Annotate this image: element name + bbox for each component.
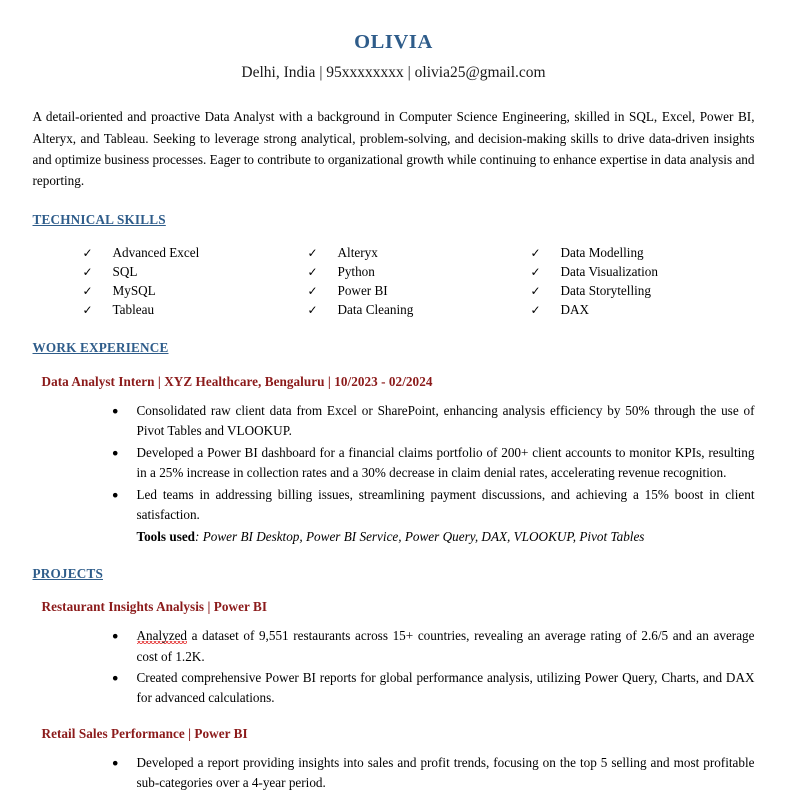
skill-item <box>83 244 308 262</box>
project-bullets-0 <box>33 626 755 709</box>
skill-label: MySQL <box>112 282 156 298</box>
skill-label: Data Visualization <box>560 263 658 279</box>
skill-item <box>83 301 308 319</box>
job-bullet: • Consolidated raw client data from Excel or SharePoint, enhancing analysis efficiency by 50% through the use of Pivot Tables and VLOOKUP. <box>105 401 755 442</box>
professional-summary: A detail-oriented and proactive Data Analyst with a background in Computer Science Engineering, skilled in SQL, Excel, Power BI, Alteryx, and Tableau. Seeking to leverage strong analytical, problem-solving, and decision-making skills to drive data-driven insights and optimize business processes. Eager to contribute to organizational growth while continuing to enhance expertise in data analysis and reporting. <box>32 109 755 189</box>
check-icon: ✓ <box>530 302 541 317</box>
resume-page <box>0 31 787 791</box>
project-bullets-1 <box>33 753 755 794</box>
section-heading-work-experience: WORK EXPERIENCE <box>32 339 169 355</box>
check-icon: ✓ <box>307 283 318 298</box>
job-bullets-0 <box>33 401 755 547</box>
resume-body <box>24 106 764 794</box>
skill-label: Data Modelling <box>560 244 644 260</box>
check-icon: ✓ <box>82 283 93 298</box>
job-title-0: Data Analyst Intern | XYZ Healthcare, Bengaluru | 10/2023 - 02/2024 <box>41 373 433 389</box>
skill-label: Python <box>337 263 375 279</box>
check-icon: ✓ <box>82 245 93 260</box>
candidate-name: OLIVIA <box>354 31 433 53</box>
skills-grid <box>33 244 755 320</box>
check-icon: ✓ <box>82 302 93 317</box>
check-icon: ✓ <box>307 245 318 260</box>
skill-label: DAX <box>560 301 590 317</box>
project-bullet <box>105 626 755 667</box>
tools-used-label: Tools used <box>136 528 196 544</box>
skill-item <box>83 263 308 281</box>
section-heading-technical-skills: TECHNICAL SKILLS <box>32 211 166 227</box>
project-title-1: Retail Sales Performance | Power BI <box>41 725 248 741</box>
skill-item <box>531 282 755 300</box>
job-bullet: • Developed a Power BI dashboard for a financial claims portfolio of 200+ client accounts to monitor KPIs, resulting in a 25% increase in collection rates and a 30% decrease in claim denial rates, accelerating revenue recognition. <box>105 443 755 484</box>
skill-item <box>308 244 531 262</box>
check-icon: ✓ <box>307 302 318 317</box>
skill-item <box>531 244 755 262</box>
check-icon: ✓ <box>530 245 541 260</box>
skill-item <box>308 301 531 319</box>
skill-label: Data Cleaning <box>337 301 414 317</box>
job-bullet <box>105 485 755 547</box>
skill-item <box>531 263 755 281</box>
project-bullet: • Created comprehensive Power BI reports for global performance analysis, utilizing Power Query, Charts, and DAX for advanced calculations. <box>105 668 755 709</box>
project-title-0: Restaurant Insights Analysis | Power BI <box>41 599 268 615</box>
skill-item <box>308 282 531 300</box>
project-bullet-text: a dataset of 9,551 restaurants across 15+ countries, revealing an average rating of 2.6/5 and an average cost of 1.2K. <box>136 628 755 664</box>
tools-used-list: : Power BI Desktop, Power BI Service, Power Query, DAX, VLOOKUP, Pivot Tables <box>195 528 645 544</box>
skill-label: Data Storytelling <box>560 282 651 298</box>
skill-label: Tableau <box>112 301 155 317</box>
skill-label: Power BI <box>337 282 388 298</box>
skills-column-2 <box>308 244 531 320</box>
contact-line: Delhi, India | 95xxxxxxxx | olivia25@gmail.com <box>241 63 546 81</box>
section-heading-projects: PROJECTS <box>32 566 103 582</box>
check-icon: ✓ <box>307 264 318 279</box>
check-icon: ✓ <box>530 283 541 298</box>
job-bullet-text: Led teams in addressing billing issues, streamlining payment discussions, and achieving a 15% boost in client satisfaction. <box>136 486 755 523</box>
skill-item <box>83 282 308 300</box>
skill-label: Advanced Excel <box>112 244 200 260</box>
skills-column-1 <box>83 244 308 320</box>
check-icon: ✓ <box>530 264 541 279</box>
project-bullet: • Developed a report providing insights into sales and profit trends, focusing on the top 5 selling and most profitable sub-categories over a 4-year period. <box>105 753 755 794</box>
skill-label: Alteryx <box>337 244 378 260</box>
skill-item <box>531 301 755 319</box>
misspelled-word: Analyzed <box>136 628 188 644</box>
skill-label: SQL <box>112 263 138 279</box>
check-icon: ✓ <box>82 264 93 279</box>
skill-item <box>308 263 531 281</box>
tools-used-line <box>137 527 755 547</box>
skills-column-3 <box>531 244 755 320</box>
